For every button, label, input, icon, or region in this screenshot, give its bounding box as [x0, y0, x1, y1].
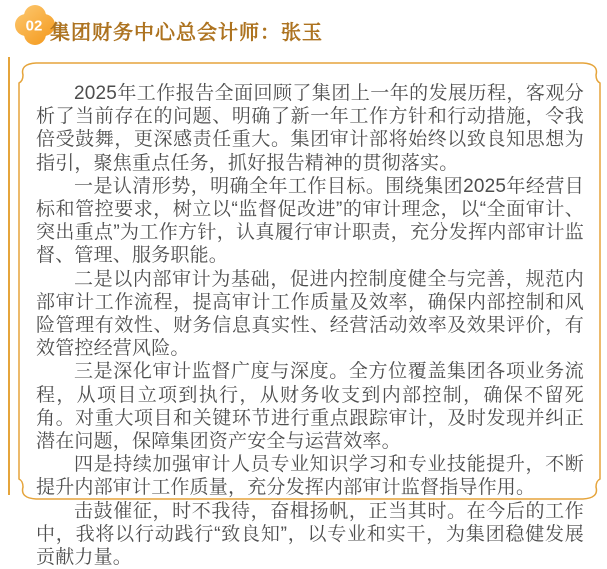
- page-title: 集团财务中心总会计师：张玉: [50, 22, 323, 44]
- paragraph-intro: 2025年工作报告全面回顾了集团上一年的发展历程，客观分析了当前存在的问题、明确了新一年工作方针和行动措施，令我倍受鼓舞，更深感责任重大。集团审计部将始终以致良知思想为指引，聚焦重点任务，抓好报告精神的贯彻落实。: [36, 83, 584, 174]
- section-header: [0, 0, 607, 56]
- paragraph-point-2: 二是以内部审计为基础，促进内控制度健全与完善，规范内部审计工作流程，提高审计工作质量及效率，确保内部控制和风险管理有效性、财务信息真实性、经营活动效率及效果评价，有效管控经营风险。: [36, 268, 584, 360]
- report-text: [18, 62, 601, 569]
- flower-badge-icon: [15, 5, 55, 45]
- section-number-badge: [15, 5, 55, 45]
- paragraph-point-3: 三是深化审计监督广度与深度。全方位覆盖集团各项业务流程，从项目立项到执行，从财务收支到内部控制，确保不留死角。对重大项目和关键环节进行重点跟踪审计，及时发现并纠正潜在问题，保障集团资产安全与运营效率。: [36, 361, 584, 453]
- paragraph-point-4: 四是持续加强审计人员专业知识学习和专业技能提升，不断提升内部审计工作质量，充分发挥内部审计监督指导作用。: [36, 454, 584, 499]
- badge-number: 02: [25, 17, 43, 35]
- report-content-box: [18, 62, 601, 569]
- left-accent-rule: [8, 57, 10, 495]
- paragraph-closing: 击鼓催征，时不我待，奋楫扬帆，正当其时。在今后的工作中，我将以行动践行“致良知”，以专业和实干，为集团稳健发展贡献力量。: [36, 500, 584, 569]
- paragraph-point-1: 一是认清形势，明确全年工作目标。围绕集团2025年经营目标和管控要求，树立以“监督促改进”的审计理念，以“全面审计、突出重点”为工作方针，认真履行审计职责，充分发挥内部审计监督、管理、服务职能。: [36, 175, 584, 267]
